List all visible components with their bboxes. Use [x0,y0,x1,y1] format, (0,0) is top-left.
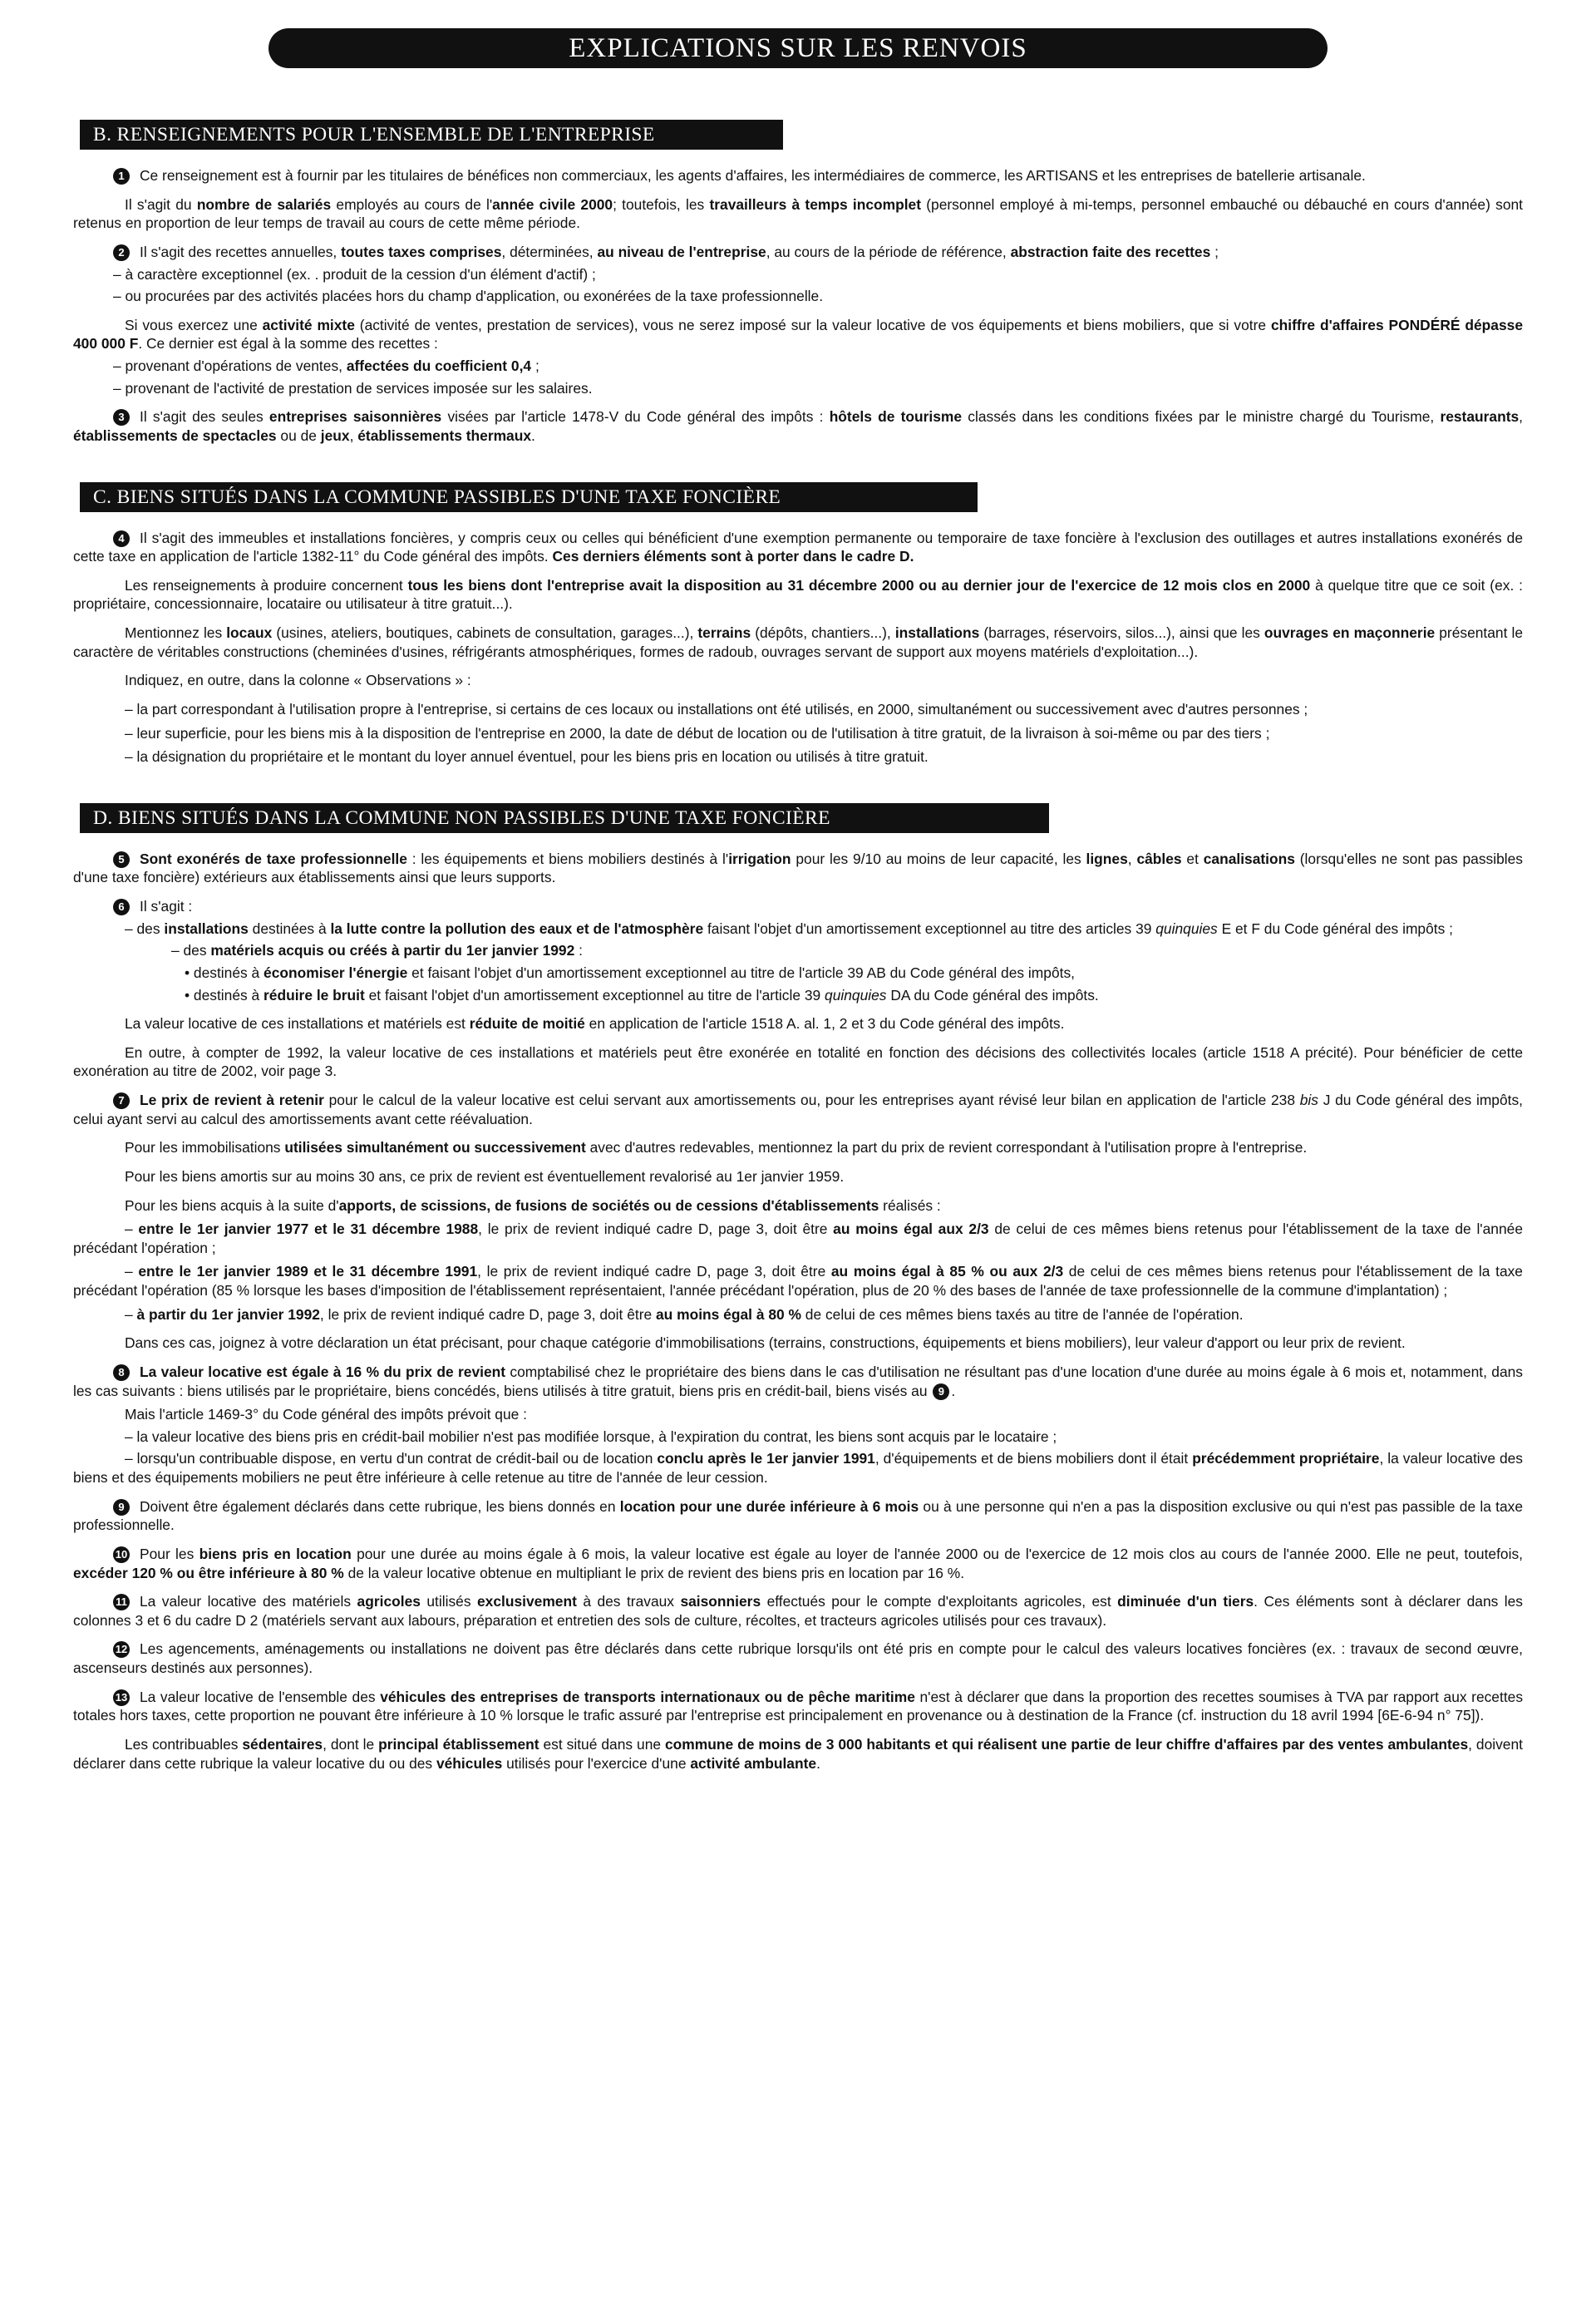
paragraph-biens-amortis: Pour les biens amortis sur au moins 30 ans, ce prix de revient est éventuellement revalorisé au 1er janvier 1959. [125,1167,845,1185]
paragraph-exoneration: En outre, à compter de 1992, la valeur locative de ces installations et matériels peut être exonérée en totalité en fonction des décisions des collectivités locales (article 1518 A précité). Pour bénéficier de cette exonération au titre de 2002, voir page 3. [73,1043,1523,1080]
paragraph-observations: Indiquez, en outre, dans la colonne « Observations » : [125,672,471,689]
paragraph-note-13: 13 La valeur locative de l'ensemble des véhicules des entreprises de transports internationaux ou de pêche maritime n'est à déclarer que dans la proportion des recettes soumises à TVA par rapport aux recettes totales hors taxes, cette proportion ne pouvant être inférieure à 10 % lorsque le trafic assuré par l'entreprise est principalement en provenance ou à destination de la France (cf. instruction du 18 avril 1994 [6E-6-94 n° 75]). [73,1688,1524,1724]
paragraph-note-4: 4 Il s'agit des immeubles et installations foncières, y compris ceux ou celles qui bénéficient d'une exemption permanente ou temporaire de taxe foncière à l'exclusion des outillages et autres installations exonérés de cette taxe en application de l'article 1382-11° du Code général des impôts. Ces derniers éléments sont à porter dans le cadre D. [73,529,1523,565]
list-item: – provenant d'opérations de ventes, affectées du coefficient 0,4 ; [113,358,539,374]
section-c-heading: C. BIENS SITUÉS DANS LA COMMUNE PASSIBLES D'UNE TAXE FONCIÈRE [80,482,978,512]
paragraph-note-9: 9 Doivent être également déclarés dans cette rubrique, les biens donnés en location pour une durée inférieure à 6 mois ou à une personne qui n'en a pas la disposition exclusive ou qui n'est pas passible de la taxe professionnelle. [73,1497,1523,1534]
section-d-heading: D. BIENS SITUÉS DANS LA COMMUNE NON PASSIBLES D'UNE TAXE FONCIÈRE [80,803,1049,833]
list-item: • destinés à réduire le bruit et faisant l'objet d'un amortissement exceptionnel au titre de l'article 39 quinquies DA du Code général des impôts. [185,986,1099,1004]
paragraph-note-7: 7 Le prix de revient à retenir pour le calcul de la valeur locative est celui servant aux amortissements ou, pour les entreprises ayant révisé leur bilan en application de l'article 238 bis J du Code général des impôts, celui ayant servi au calcul des amortissements avant cette réévaluation. [73,1092,1524,1127]
note-number-1: 1 [113,168,130,185]
note-number-2: 2 [113,244,130,261]
paragraph-declaration: Dans ces cas, joignez à votre déclaration un état précisant, pour chaque catégorie d'immobilisations (terrains, constructions, équipements et biens mobiliers), leur valeur d'apport ou leur prix de revient. [125,1334,1406,1352]
paragraph-note-2: 2 Il s'agit des recettes annuelles, toutes taxes comprises, déterminées, au niveau de l'entreprise, au cours de la période de référence, abstraction faite des recettes ; [73,243,1523,262]
list-item: – à caractère exceptionnel (ex. . produit de la cession d'un élément d'actif) ; [113,265,596,283]
list-item: • destinés à économiser l'énergie et faisant l'objet d'un amortissement exceptionnel au titre de l'article 39 AB du Code général des impôts, [185,964,1075,981]
list-item: – la valeur locative des biens pris en crédit-bail mobilier n'est pas modifiée lorsque, à l'expiration du contrat, les biens sont acquis par le locataire ; [125,1428,1057,1445]
list-item: – lorsqu'un contribuable dispose, en vertu d'un contrat de crédit-bail ou de location conclu après le 1er janvier 1991, d'équipements et de biens mobiliers dont il était précédemment propriétaire, la valeur locative des biens et des équipements mobiliers ne peut être inférieure à celle retenue au titre de l'année de leur cession. [73,1450,1523,1486]
list-item: – des matériels acquis ou créés à partir du 1er janvier 1992 : [171,942,583,959]
note-number-7: 7 [113,1092,130,1109]
paragraph-note-5: 5 Sont exonérés de taxe professionnelle : les équipements et biens mobiliers destinés à l'irrigation pour les 9/10 au moins de leur capacité, les lignes, câbles et canalisations (lorsqu'elles ne sont pas passibles d'une taxe foncière) extérieurs aux établissements ainsi que leurs supports. [73,850,1523,886]
paragraph-note-1: 1 Ce renseignement est à fournir par les titulaires de bénéfices non commerciaux, les agents d'affaires, les intermédiaires de commerce, les ARTISANS et les entreprises de batellerie artisanale. [73,166,1523,185]
paragraph-note-10: 10 Pour les biens pris en location pour une durée au moins égale à 6 mois, la valeur locative est égale au loyer de l'année 2000 ou de l'exercice de 12 mois clos au cours de l'année 2000. Elle ne peut, toutefois, excéder 120 % ou être inférieure à 80 % de la valeur locative obtenue en multipliant le prix de revient des biens pris en location par 16 %. [73,1545,1523,1581]
note-number-4: 4 [113,530,130,547]
paragraph-salaries: Il s'agit du nombre de salariés employés au cours de l'année civile 2000; toutefois, les travailleurs à temps incomplet (personnel employé à mi-temps, personnel embauché ou débauché en cours d'année) sont retenus en proportion de leur temps de travail au cours de cette même période. [73,195,1523,232]
list-item: – la part correspondant à l'utilisation propre à l'entreprise, si certains de ces locaux ou installations ont été utilisés, en 2000, simultanément ou successivement avec d'autres personnes ; [125,700,1308,718]
note-number-13: 13 [113,1689,130,1706]
note-number-9: 9 [113,1499,130,1516]
list-item: – la désignation du propriétaire et le montant du loyer annuel éventuel, pour les biens pris en location ou utilisés à titre gratuit. [125,748,929,766]
paragraph-renseignements: Les renseignements à produire concernent tous les biens dont l'entreprise avait la disposition au 31 décembre 2000 ou au dernier jour de l'exercice de 12 mois clos en 2000 à quelque titre que ce soit (ex. : propriétaire, concessionnaire, locataire ou utilisateur à titre gratuit...). [73,576,1523,613]
paragraph-note-6: 6 Il s'agit : [73,897,1523,916]
list-item: – ou procurées par des activités placées hors du champ d'application, ou exonérées de la taxe professionnelle. [113,288,824,305]
note-number-11: 11 [113,1594,130,1610]
list-item: – entre le 1er janvier 1977 et le 31 décembre 1988, le prix de revient indiqué cadre D, page 3, doit être au moins égal aux 2/3 de celui de ces mêmes biens retenus pour l'établissement de la taxe de l'année précédant l'opération ; [73,1221,1523,1256]
page-title: EXPLICATIONS SUR LES RENVOIS [268,28,1328,68]
note-number-3: 3 [113,409,130,426]
note-number-10: 10 [113,1546,130,1563]
paragraph-note-11: 11 La valeur locative des matériels agricoles utilisés exclusivement à des travaux saisonniers effectués pour le compte d'exploitants agricoles, est diminuée d'un tiers. Ces éléments sont à déclarer dans les colonnes 3 et 6 du cadre D 2 (matériels servant aux labours, préparation et entretien des sols de culture, récoltes, et tracteurs agricoles utilisés pour ces travaux). [73,1593,1524,1629]
section-b-heading: B. RENSEIGNEMENTS POUR L'ENSEMBLE DE L'ENTREPRISE [80,120,783,150]
note-number-6: 6 [113,899,130,915]
paragraph-reduite: La valeur locative de ces installations et matériels est réduite de moitié en application de l'article 1518 A. al. 1, 2 et 3 du Code général des impôts. [125,1015,1065,1033]
paragraph-article-1469: Mais l'article 1469-3° du Code général des impôts prévoit que : [125,1406,527,1423]
note-number-12: 12 [113,1641,130,1658]
note-number-8: 8 [113,1364,130,1381]
paragraph-activite-mixte: Si vous exercez une activité mixte (activité de ventes, prestation de services), vous ne serez imposé sur la valeur locative de vos équipements et biens mobiliers, que si votre chiffre d'affaires PONDÉRÉ dépasse 400 000 F. Ce dernier est égal à la somme des recettes : [73,316,1523,353]
note-reference-9: 9 [933,1383,949,1400]
paragraph-note-3: 3 Il s'agit des seules entreprises saisonnières visées par l'article 1478-V du Code général des impôts : hôtels de tourisme classés dans les conditions fixées par le ministre chargé du Tourisme, restaurants, établissements de spectacles ou de jeux, établissements thermaux. [73,408,1524,444]
note-number-5: 5 [113,851,130,868]
paragraph-apports: Pour les biens acquis à la suite d'apports, de scissions, de fusions de sociétés ou de cessions d'établissements réalisés : [125,1196,941,1214]
paragraph-note-12: 12 Les agencements, aménagements ou installations ne doivent pas être déclarés dans cette rubrique lorsqu'ils ont été pris en compte pour le calcul des valeurs locatives foncières (ex. : travaux de second œuvre, ascenseurs destinés aux personnes). [73,1640,1523,1676]
list-item: – provenant de l'activité de prestation de services imposée sur les salaires. [113,379,593,397]
list-item: – entre le 1er janvier 1989 et le 31 décembre 1991, le prix de revient indiqué cadre D, page 3, doit être au moins égal à 85 % ou aux 2/3 de celui de ces mêmes biens retenus pour l'établissement de la taxe précédant l'opération (85 % lorsque les bases d'imposition de l'établissement représentaient, l'année précédant l'opération, plus de 20 % des bases de l'année de taxe professionnelle de la commune d'implantation) ; [73,1263,1523,1299]
list-item: – à partir du 1er janvier 1992, le prix de revient indiqué cadre D, page 3, doit être au moins égal à 80 % de celui de ces mêmes biens taxés au titre de l'année de l'opération. [125,1305,1244,1323]
paragraph-immobilisations: Pour les immobilisations utilisées simultanément ou successivement avec d'autres redevables, mentionnez la part du prix de revient correspondant à l'utilisation propre à l'entreprise. [125,1139,1308,1156]
paragraph-sedentaires: Les contribuables sédentaires, dont le principal établissement est situé dans une commune de moins de 3 000 habitants et qui réalisent une partie de leur chiffre d'affaires par des ventes ambulantes, doivent déclarer dans cette rubrique la valeur locative du ou des véhicules utilisés pour l'exercice d'une activité ambulante. [73,1735,1523,1772]
list-item: – leur superficie, pour les biens mis à la disposition de l'entreprise en 2000, la date de début de location ou de l'utilisation à titre gratuit, de la livraison à soi-même ou par des tiers ; [125,724,1270,742]
paragraph-note-8: 8 La valeur locative est égale à 16 % du prix de revient comptabilisé chez le propriétaire des biens dans le cas d'utilisation ne résultant pas d'une location d'une durée au moins égale à 6 mois et, notamment, dans les cas suivants : biens utilisés par le propriétaire, biens concédés, biens utilisés à titre gratuit, biens pris en crédit-bail, biens visés au 9 . [73,1363,1523,1399]
paragraph-locaux: Mentionnez les locaux (usines, ateliers, boutiques, cabinets de consultation, garages...), terrains (dépôts, chantiers...), installations (barrages, réservoirs, silos...), ainsi que les ouvrages en maçonnerie présentant le caractère de véritables constructions (cheminées d'usines, réfrigérants atmosphériques, formes de radoub, ouvrages servant de support aux moyens matériels d'exploitation...). [73,624,1523,660]
list-item: – des installations destinées à la lutte contre la pollution des eaux et de l'atmosphère faisant l'objet d'un amortissement exceptionnel au titre des articles 39 quinquies E et F du Code général des impôts ; [125,920,1453,937]
